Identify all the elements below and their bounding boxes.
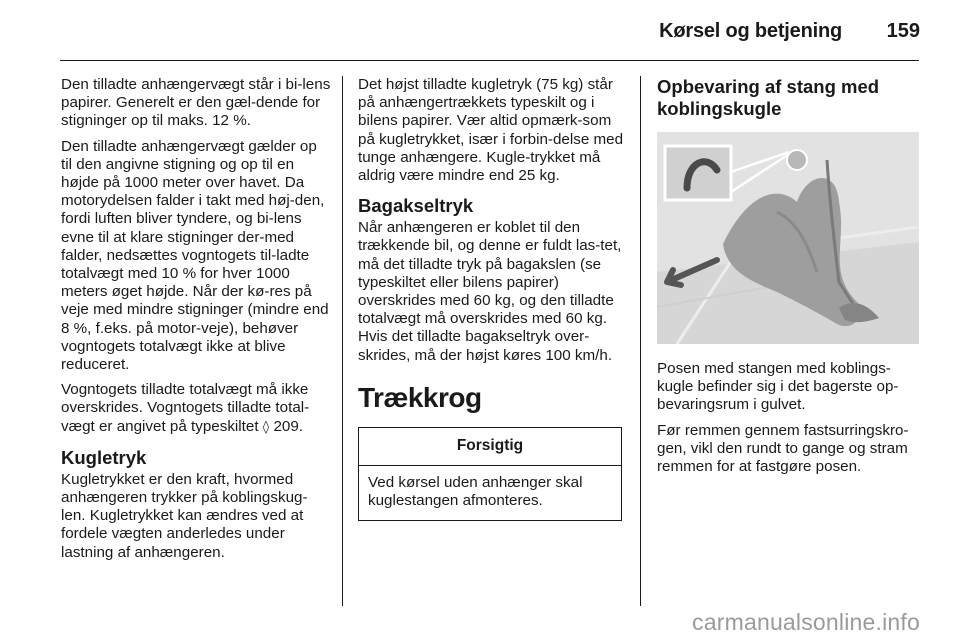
- section-heading-bagakseltryk: Bagakseltryk: [358, 195, 474, 217]
- page-reference-link[interactable]: 209.: [273, 417, 304, 435]
- paragraph: Før remmen gennem fastsurringskro-gen, vikl den rundt to gange og stram remmen for at fastgøre posen.: [657, 421, 909, 476]
- page-header: [0, 0, 960, 62]
- column-3: [657, 76, 923, 483]
- section-heading-kugletryk: Kugletryk: [61, 446, 147, 468]
- header-title: Kørsel og betjening: [659, 20, 842, 42]
- section-heading-storage: Opbevaring af stang med koblingskugle: [657, 76, 880, 119]
- column-2: [358, 76, 624, 521]
- tow-bar-bag-illustration: [657, 132, 919, 344]
- header-divider: [60, 60, 919, 61]
- page-reference-icon: ◊: [262, 419, 270, 435]
- column-1: [61, 76, 331, 569]
- paragraph: Posen med stangen med koblings-kugle befinder sig i det bagerste op-bevaringsrum i gulvet.: [657, 360, 899, 414]
- paragraph: Når anhængeren er koblet til den trækkende bil, og denne er fuldt las-tet, må det tilladte tryk på bagakslen (se typeskiltet eller bilens papirer) overskrides med 60 kg, og den tilladte totalvægt må overskrides med 60 kg. Hvis det tilladte bagakseltryk over-skrides, må der højst køres 100 km/h.: [358, 219, 622, 364]
- paragraph: Det højst tilladte kugletryk (75 kg) står på anhængertrækkets typeskilt og i bilens papirer. Vær altid opmærk-som på kugletrykket, især i forbin-delse med tunge anhængere. Kugle-trykket må aldrig være mindre end 25 kg.: [358, 76, 624, 185]
- paragraph: Den tilladte anhængervægt står i bi-lens papirer. Generelt er den gæl-dende for stigninger op til maks. 12 %.: [61, 76, 331, 130]
- caution-title: Forsigtig: [359, 428, 621, 466]
- paragraph: Kugletrykket er den kraft, hvormed anhængeren trykker på koblingskug-len. Kugletrykket kan ændres ved at fordele vægten anderledes under lastning af anhængeren.: [61, 470, 308, 561]
- page-number: 159: [886, 20, 920, 42]
- caution-box: [358, 427, 622, 522]
- caution-text: Ved kørsel uden anhænger skal kuglestangen afmonteres.: [368, 474, 583, 510]
- column-divider-1: [342, 76, 343, 606]
- column-divider-2: [640, 76, 641, 606]
- chapter-heading-traekkrog: Trækkrog: [358, 381, 482, 413]
- paragraph: [61, 381, 331, 437]
- paragraph: Den tilladte anhængervægt gælder op til den angivne stigning og op til en højde på 1000 meter over havet. Da motorydelsen falder i takt med høj-den, fordi luften bliver tyndere, og bi-lens evne til at klare stigninger der-med falder, nedsættes vogntogets til-ladte totalvægt med 10 % for hver 1000 meters øget højde. Når der kø-res på veje med mindre stigninger (mindre end 8 %, f.eks. på motor-veje), behøver vogntogets totalvægt ikke at blive reduceret.: [61, 137, 329, 374]
- watermark-text: carmanualsonline.info: [692, 609, 920, 635]
- paragraph-text: Vogntogets tilladte totalvægt må ikke overskrides. Vogntogets tilladte total-vægt er angivet på typeskiltet: [61, 381, 310, 435]
